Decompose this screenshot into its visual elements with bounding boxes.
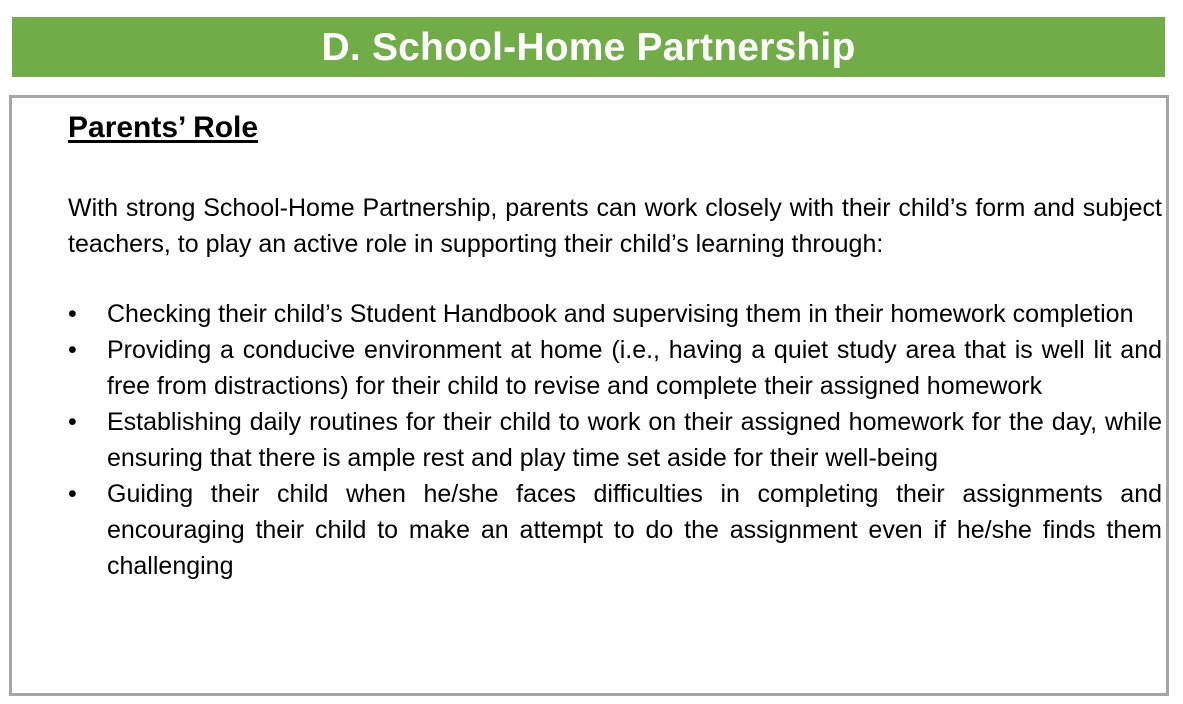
bullet-icon: • — [68, 336, 77, 364]
section-title: D. School-Home Partnership — [321, 25, 856, 69]
panel-content — [68, 108, 1162, 584]
bullet-text: Establishing daily routines for their child to work on their assigned homework for the day, while ensuring that there is ample rest and play time set aside for their well-being — [107, 408, 1162, 472]
bullet-text: Checking their child’s Student Handbook and supervising them in their homework completion — [107, 300, 1134, 328]
bullet-list — [68, 296, 1162, 584]
intro-paragraph: With strong School-Home Partnership, parents can work closely with their child’s form and subject teachers, to play an active role in supporting their child’s learning through: — [68, 194, 1162, 258]
list-item — [68, 332, 1162, 404]
bullet-icon: • — [68, 480, 77, 508]
list-item — [68, 296, 1162, 332]
list-item — [68, 476, 1162, 584]
bullet-text: Providing a conducive environment at home (i.e., having a quiet study area that is well lit and free from distractions) for their child to revise and complete their assigned homework — [107, 336, 1162, 400]
panel-heading: Parents’ Role — [68, 111, 259, 144]
bullet-icon: • — [68, 300, 77, 328]
list-item — [68, 404, 1162, 476]
section-banner — [12, 17, 1165, 77]
bullet-text: Guiding their child when he/she faces difficulties in completing their assignments and encouraging their child to make an attempt to do the assignment even if he/she finds them challenging — [107, 480, 1162, 580]
content-panel — [9, 95, 1169, 696]
bullet-icon: • — [68, 408, 77, 436]
